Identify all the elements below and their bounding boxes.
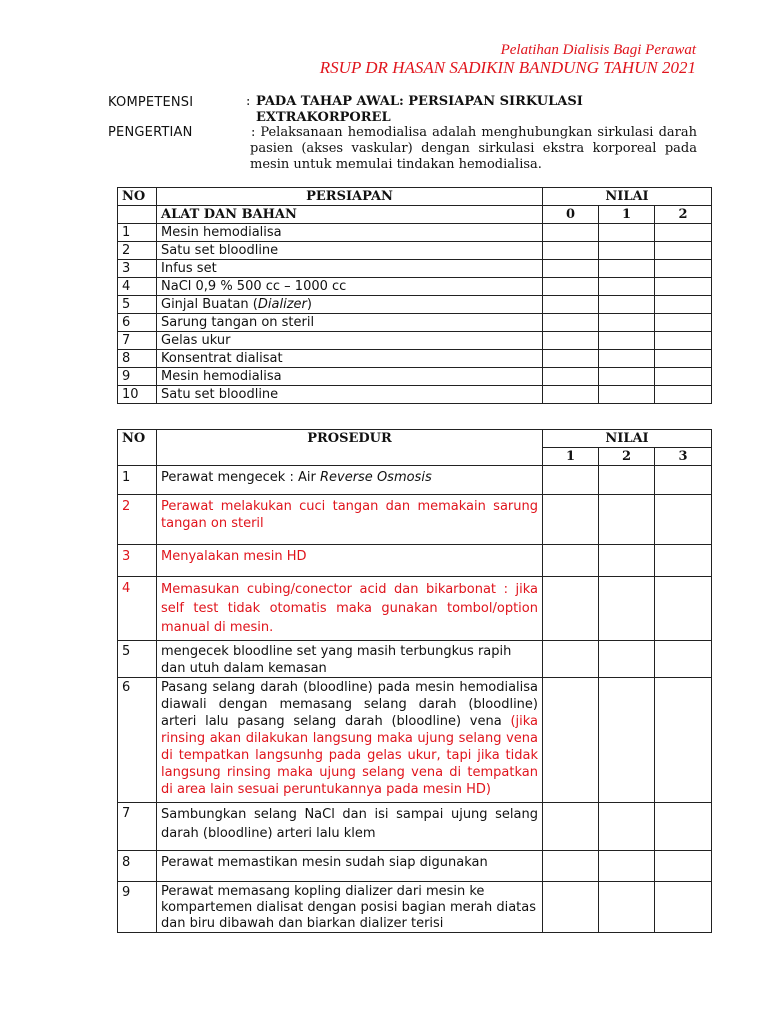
score-cell[interactable] — [543, 314, 599, 332]
score-3-header: 3 — [655, 448, 712, 466]
header-hospital-title: RSUP DR HASAN SADIKIN BANDUNG TAHUN 2021 — [319, 58, 696, 77]
table-row — [118, 851, 712, 882]
score-cell[interactable] — [599, 495, 655, 545]
kompetensi-label: KOMPETENSI — [108, 95, 194, 110]
score-cell[interactable] — [599, 678, 655, 803]
score-cell[interactable] — [543, 260, 599, 278]
kompetensi-value: PADA TAHAP AWAL: PERSIAPAN SIRKULASI EXTRAKORPOREL — [256, 94, 583, 125]
step-text: Pasang selang darah (bloodline) pada mesin hemodialisa diawali dengan memasang selang darah (bloodline) arteri lalu pasang selang darah (bloodline) vena — [161, 680, 538, 729]
row-item: NaCl 0,9 % 500 cc – 1000 cc — [157, 278, 543, 296]
row-no: 4 — [118, 278, 157, 296]
score-cell[interactable] — [599, 296, 655, 314]
row-no: 8 — [118, 350, 157, 368]
step-text: Perawat mengecek : Air — [161, 470, 320, 485]
row-no: 5 — [118, 296, 157, 314]
pengertian-colon: : — [251, 125, 256, 140]
table-row — [118, 386, 712, 404]
score-cell[interactable] — [599, 641, 655, 678]
row-no: 7 — [118, 332, 157, 350]
table-row — [118, 466, 712, 495]
row-text: Sambungkan selang NaCl dan isi sampai ujung selang darah (bloodline) arteri lalu klem — [157, 803, 543, 851]
score-cell[interactable] — [655, 224, 712, 242]
score-cell[interactable] — [543, 278, 599, 296]
score-cell[interactable] — [599, 350, 655, 368]
score-cell[interactable] — [655, 368, 712, 386]
pengertian-text: Pelaksanaan hemodialisa adalah menghubungkan sirkulasi darah pasien (akses vaskular) dengan sirkulasi ekstra korporeal pada mesin untuk memulai tindakan hemodialisa. — [250, 125, 698, 172]
table-row — [118, 641, 712, 678]
table-row — [118, 296, 712, 314]
score-0-header: 0 — [543, 206, 599, 224]
score-cell[interactable] — [543, 242, 599, 260]
persiapan-empty-cell — [118, 206, 157, 224]
row-text: Perawat melakukan cuci tangan dan memakain sarung tangan on steril — [157, 495, 543, 545]
score-cell[interactable] — [599, 577, 655, 641]
row-no: 1 — [118, 466, 157, 495]
row-text: mengecek bloodline set yang masih terbungkus rapih dan utuh dalam kemasan — [157, 641, 543, 678]
prosedur-title-header: PROSEDUR — [157, 430, 543, 466]
prosedur-header-row — [118, 430, 712, 448]
prosedur-no-header: NO — [118, 430, 157, 466]
row-item: Satu set bloodline — [157, 242, 543, 260]
row-item: Infus set — [157, 260, 543, 278]
score-cell[interactable] — [599, 314, 655, 332]
row-no: 6 — [118, 314, 157, 332]
table-row — [118, 678, 712, 803]
persiapan-subheader-row — [118, 206, 712, 224]
score-cell[interactable] — [543, 386, 599, 404]
score-cell[interactable] — [655, 545, 712, 577]
score-cell[interactable] — [599, 242, 655, 260]
row-text: Memasukan cubing/conector acid dan bikarbonat : jika self test tidak otomatis maka gunakan tombol/option manual di mesin. — [157, 577, 543, 641]
score-cell[interactable] — [543, 851, 599, 882]
row-text — [157, 678, 543, 803]
table-row — [118, 260, 712, 278]
score-cell[interactable] — [655, 332, 712, 350]
item-part: Ginjal Buatan ( — [161, 297, 258, 312]
row-no: 4 — [118, 577, 157, 641]
score-cell[interactable] — [655, 386, 712, 404]
pengertian-value — [250, 125, 697, 173]
row-item: Konsentrat dialisat — [157, 350, 543, 368]
score-cell[interactable] — [543, 495, 599, 545]
step-red-note: (jika rinsing akan dilakukan langsung maka ujung selang vena di tempatkan langsunhg pada gelas ukur, tapi jika tidak langsung rinsing maka ujung selang vena di tempatkan di area lain sesuai peruntukannya pada mesin HD) — [161, 714, 538, 797]
score-cell[interactable] — [655, 803, 712, 851]
score-cell[interactable] — [655, 296, 712, 314]
row-no: 3 — [118, 260, 157, 278]
score-cell[interactable] — [543, 350, 599, 368]
row-item: Sarung tangan on steril — [157, 314, 543, 332]
table-row — [118, 314, 712, 332]
row-no: 2 — [118, 242, 157, 260]
score-cell[interactable] — [599, 466, 655, 495]
row-no: 1 — [118, 224, 157, 242]
table-row — [118, 224, 712, 242]
row-text: Perawat memasang kopling dializer dari mesin ke kompartemen dialisat dengan posisi bagian merah diatas dan biru dibawah dan biarkan dializer terisi — [157, 882, 543, 933]
score-cell[interactable] — [599, 278, 655, 296]
score-cell[interactable] — [543, 882, 599, 933]
table-row — [118, 242, 712, 260]
score-cell[interactable] — [655, 678, 712, 803]
item-part: ) — [306, 297, 312, 312]
score-cell[interactable] — [599, 386, 655, 404]
score-cell[interactable] — [655, 260, 712, 278]
row-no: 8 — [118, 851, 157, 882]
row-text — [157, 466, 543, 495]
score-cell[interactable] — [655, 466, 712, 495]
persiapan-no-header: NO — [118, 188, 157, 206]
row-no: 9 — [118, 368, 157, 386]
row-text: Perawat memastikan mesin sudah siap digunakan — [157, 851, 543, 882]
table-row — [118, 803, 712, 851]
score-cell[interactable] — [599, 260, 655, 278]
persiapan-nilai-header: NILAI — [543, 188, 712, 206]
score-2-header: 2 — [655, 206, 712, 224]
score-cell[interactable] — [543, 577, 599, 641]
score-cell[interactable] — [543, 368, 599, 386]
score-2-header: 2 — [599, 448, 655, 466]
row-no: 2 — [118, 495, 157, 545]
table-row — [118, 577, 712, 641]
score-cell[interactable] — [543, 803, 599, 851]
row-no: 7 — [118, 803, 157, 851]
step-italic: Reverse Osmosis — [319, 470, 432, 485]
score-cell[interactable] — [543, 332, 599, 350]
score-1-header: 1 — [543, 448, 599, 466]
score-cell[interactable] — [655, 577, 712, 641]
score-cell[interactable] — [655, 495, 712, 545]
row-no: 3 — [118, 545, 157, 577]
score-cell[interactable] — [543, 224, 599, 242]
table-row — [118, 332, 712, 350]
score-cell[interactable] — [599, 368, 655, 386]
table-row — [118, 495, 712, 545]
score-cell[interactable] — [655, 242, 712, 260]
persiapan-title-header: PERSIAPAN — [157, 188, 543, 206]
table-row — [118, 545, 712, 577]
score-cell[interactable] — [543, 545, 599, 577]
table-row — [118, 368, 712, 386]
header-training-title: Pelatihan Dialisis Bagi Perawat — [500, 42, 696, 58]
persiapan-header-row — [118, 188, 712, 206]
score-cell[interactable] — [543, 678, 599, 803]
score-cell[interactable] — [599, 332, 655, 350]
row-item: Satu set bloodline — [157, 386, 543, 404]
row-item: Mesin hemodialisa — [157, 368, 543, 386]
table-row — [118, 350, 712, 368]
row-item: Gelas ukur — [157, 332, 543, 350]
score-cell[interactable] — [543, 296, 599, 314]
score-cell[interactable] — [655, 350, 712, 368]
score-cell[interactable] — [655, 278, 712, 296]
score-cell[interactable] — [599, 224, 655, 242]
score-cell[interactable] — [655, 641, 712, 678]
table-row — [118, 882, 712, 933]
row-no: 10 — [118, 386, 157, 404]
score-cell[interactable] — [543, 641, 599, 678]
prosedur-table — [117, 429, 712, 933]
score-1-header: 1 — [599, 206, 655, 224]
score-cell[interactable] — [655, 851, 712, 882]
score-cell[interactable] — [655, 314, 712, 332]
row-no: 5 — [118, 641, 157, 678]
score-cell[interactable] — [543, 466, 599, 495]
score-cell[interactable] — [655, 882, 712, 933]
row-text: Menyalakan mesin HD — [157, 545, 543, 577]
row-no: 6 — [118, 678, 157, 803]
score-cell[interactable] — [599, 545, 655, 577]
row-no: 9 — [118, 882, 157, 933]
row-item: Mesin hemodialisa — [157, 224, 543, 242]
alat-bahan-header: ALAT DAN BAHAN — [157, 206, 543, 224]
item-italic: Dializer — [257, 297, 307, 312]
row-item — [157, 296, 543, 314]
score-cell[interactable] — [599, 803, 655, 851]
score-cell[interactable] — [599, 851, 655, 882]
persiapan-table — [117, 187, 712, 404]
score-cell[interactable] — [599, 882, 655, 933]
pengertian-label: PENGERTIAN — [108, 125, 193, 140]
table-row — [118, 278, 712, 296]
prosedur-nilai-header: NILAI — [543, 430, 712, 448]
kompetensi-colon: : — [246, 94, 251, 109]
